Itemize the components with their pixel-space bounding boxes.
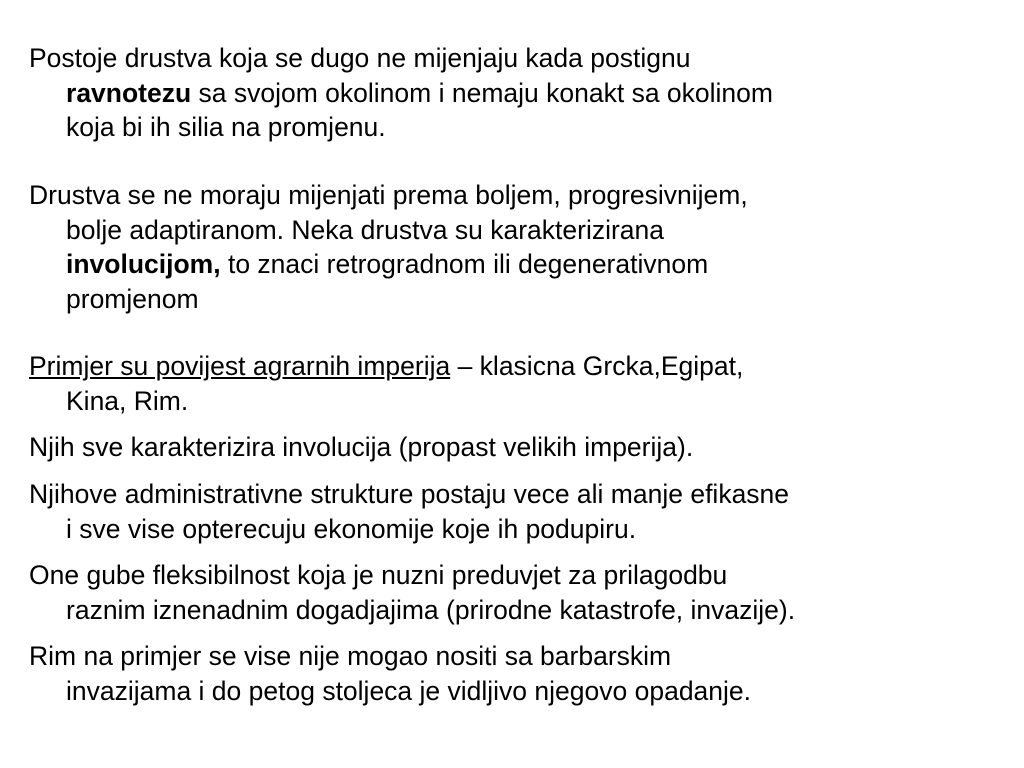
paragraph-text: raznim iznenadnim dogadjajima (prirodne katastrofe, invazije). xyxy=(66,594,796,625)
paragraph-text: i sve vise opterecuju ekonomije koje ih podupiru. xyxy=(66,513,637,544)
paragraph-text: invazijama i do petog stoljeca je vidljivo njegovo opadanje. xyxy=(66,675,752,706)
paragraph-text: Njihove administrativne strukture postaju vece ali manje efikasne xyxy=(29,479,790,509)
paragraph-administration xyxy=(29,477,1024,546)
paragraph-text: to znaci retrogradnom ili degenerativnom xyxy=(220,249,709,279)
paragraph-involution xyxy=(29,178,1024,316)
paragraph-text: sa svojom okolinom i nemaju konakt sa okolinom xyxy=(191,77,773,108)
paragraph-text: promjenom xyxy=(66,283,199,314)
paragraph-text: – klasicna Grcka,Egipat, xyxy=(450,351,744,381)
paragraph-text: Njih sve karakterizira involucija (propast velikih imperija). xyxy=(29,432,694,462)
paragraph-flexibility xyxy=(29,558,1024,627)
paragraph-text: Rim na primjer se vise nije mogao nositi sa barbarskim xyxy=(29,641,672,671)
paragraph-text: Drustva se ne moraju mijenjati prema boljem, progresivnijem, xyxy=(29,180,748,210)
paragraph-example xyxy=(29,349,1024,418)
paragraph-text: bolje adaptiranom. Neka drustva su karakterizirana xyxy=(66,214,665,245)
paragraph-text: One gube fleksibilnost koja je nuzni preduvjet za prilagodbu xyxy=(29,560,728,590)
underlined-example-phrase: Primjer su povijest agrarnih imperija xyxy=(29,351,451,381)
paragraph-text: koja bi ih silia na promjenu. xyxy=(66,112,386,142)
paragraph-text: Postoje drustva koja se dugo ne mijenjaju kada postignu xyxy=(29,43,691,73)
bold-term-involucijom: involucijom, xyxy=(66,249,221,279)
paragraph-equilibrium xyxy=(29,41,1024,145)
paragraph-rome xyxy=(29,639,1024,708)
bold-term-ravnotezu: ravnotezu xyxy=(66,77,192,108)
paragraph-text: Kina, Rim. xyxy=(66,385,189,416)
paragraph-characterization xyxy=(29,430,1024,465)
